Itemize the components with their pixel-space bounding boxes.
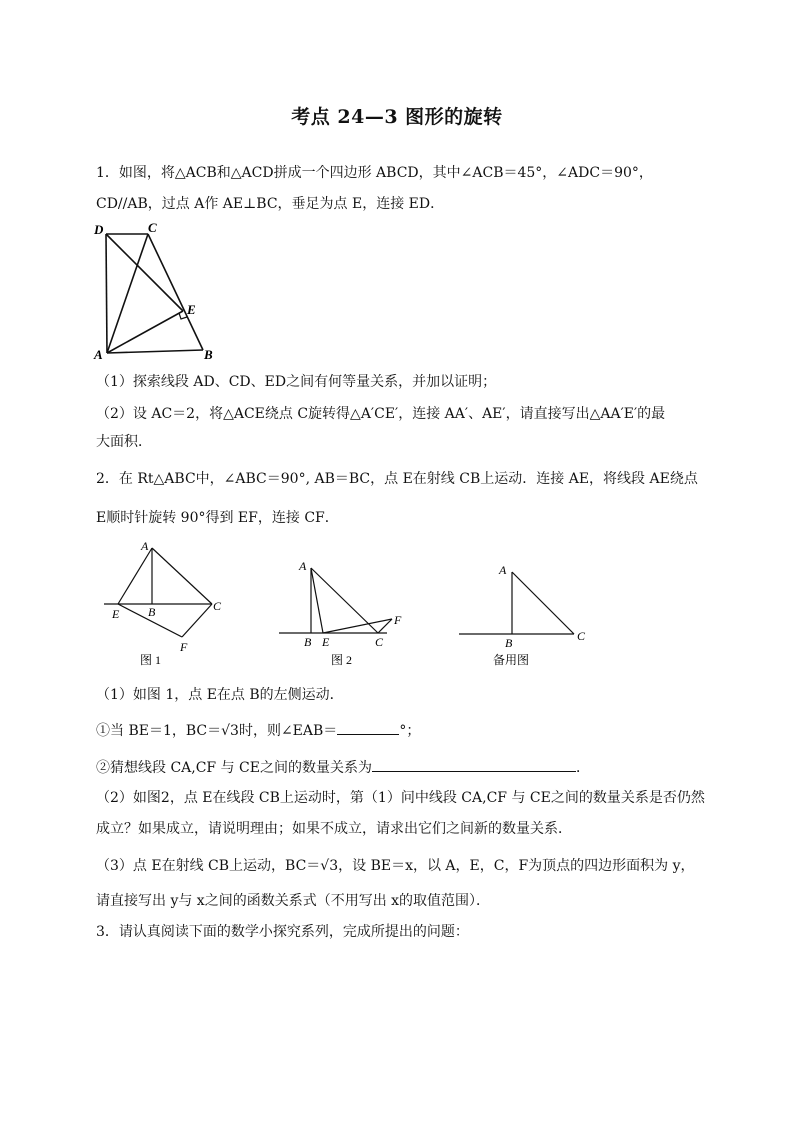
q1-stem-line2: CD//AB，过点 A作 AE⊥BC，垂足为点 E，连接 ED． <box>96 196 445 212</box>
q1-label-E: E <box>187 302 196 317</box>
q1-stem-line1: 1．如图，将△ACB和△ACD拼成一个四边形 ABCD，其中∠ACB＝45°，∠ADC＝90°， <box>96 165 653 181</box>
q2-sub1-b <box>96 757 590 778</box>
fig3-label-B: B <box>505 636 513 650</box>
q3-stem-line1: 3．请认真阅读下面的数学小探究系列，完成所提出的问题： <box>96 924 469 940</box>
q2-stem-line2: E顺时针旋转 90°得到 EF，连接 CF． <box>96 510 339 526</box>
q1-label-D: D <box>94 222 104 237</box>
q2-stem-line1: 2．在 Rt△ABC中，∠ABC＝90°, AB＝BC，点 E在射线 CB上运动．连接 AE，将线段 AE绕点 <box>96 471 698 487</box>
fig2-label-A: A <box>299 559 307 573</box>
page-title: 考点 24—3 图形的旋转 <box>291 106 503 128</box>
q1-part1: （1）探索线段 AD、CD、ED之间有何等量关系，并加以证明； <box>96 374 497 390</box>
fig2-caption: 图 2 <box>331 653 353 667</box>
q2-sub3-line2: 请直接写出 y与 x之间的函数关系式（不用写出 x的取值范围）． <box>96 893 491 909</box>
fig3-label-C: C <box>577 629 586 643</box>
q1-label-B: B <box>204 347 213 362</box>
q2-figure-2 <box>275 552 415 670</box>
q1-figure <box>90 218 230 366</box>
q2-sub1-b-prefix: ②猜想线段 CA,CF 与 CE之间的数量关系为 <box>96 760 372 776</box>
fig2-label-E: E <box>322 635 330 649</box>
q2-sub1-a-suffix: °； <box>399 723 421 739</box>
q2-sub1-a-prefix: ①当 BE＝1，BC＝√3时，则∠EAB＝ <box>96 723 338 739</box>
fig2-label-B: B <box>304 635 312 649</box>
q1-label-A: A <box>94 347 103 362</box>
fig1-label-A: A <box>141 539 149 553</box>
fig1-label-B: B <box>148 605 156 619</box>
fig1-caption: 图 1 <box>140 653 162 667</box>
q1-part2-line1: （2）设 AC＝2，将△ACE绕点 C旋转得△A′CE′，连接 AA′、AE′，请直接写出△AA′E′的最 <box>96 406 666 422</box>
fig2-label-F: F <box>394 613 402 627</box>
q2-figure-1 <box>100 538 235 670</box>
q2-sub2-line1: （2）如图2，点 E在线段 CB上运动时，第（1）问中线段 CA,CF 与 CE之间的数量关系是否仍然 <box>96 790 705 806</box>
q2-figure-spare <box>455 558 595 670</box>
q2-sub1: （1）如图 1，点 E在点 B的左侧运动． <box>96 687 344 703</box>
fig1-label-C: C <box>213 599 222 613</box>
q2-sub3-line1: （3）点 E在射线 CB上运动，BC＝√3，设 BE＝x，以 A，E，C，F为顶点的四边形面积为 y， <box>96 858 695 874</box>
fig1-label-E: E <box>112 607 120 621</box>
fig3-label-A: A <box>499 563 507 577</box>
fig1-label-F: F <box>180 640 188 654</box>
q1-label-C: C <box>148 220 157 235</box>
q2-sub1-b-suffix: ． <box>575 760 590 776</box>
answer-blank-angle[interactable] <box>337 720 399 735</box>
answer-blank-relation[interactable] <box>372 757 576 772</box>
q2-sub2-line2: 成立？如果成立，请说明理由；如果不成立，请求出它们之间新的数量关系． <box>96 821 572 837</box>
q1-part2-line2: 大面积． <box>96 434 152 450</box>
q2-sub1-a <box>96 720 420 741</box>
fig3-caption: 备用图 <box>493 653 530 667</box>
fig2-label-C: C <box>375 635 384 649</box>
